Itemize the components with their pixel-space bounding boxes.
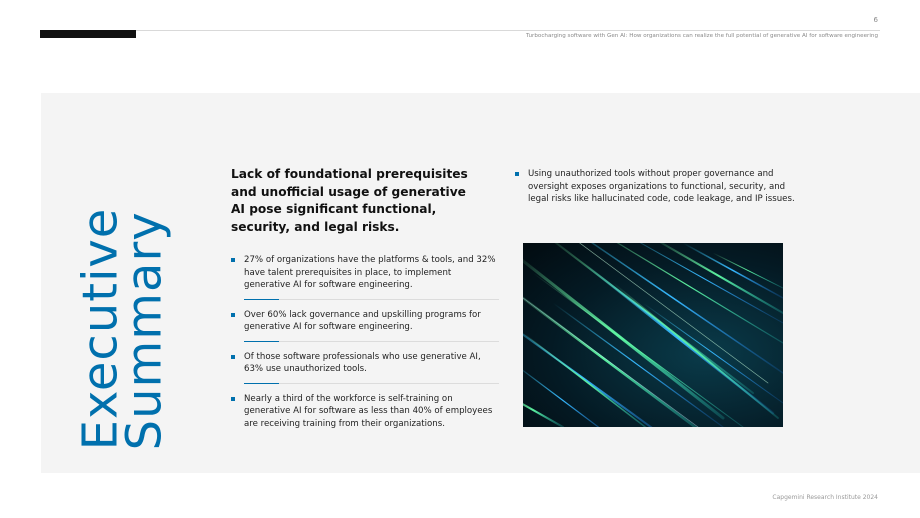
section-title-line1: Executive [72,207,129,451]
light-streaks-image [523,243,783,427]
main-heading: Lack of foundational prerequisites and unofficial usage of generative AI pose significant functional, security, and legal risks. [231,167,468,234]
bullet-item: Over 60% lack governance and upskilling programs for generative AI for software engineering. [231,309,499,334]
right-bullet-item: Using unauthorized tools without proper governance and oversight exposes organizations to functional, security, and legal risks like hallucinated code, code leakage, and IP issues. [515,168,796,206]
page-number: 6 [873,16,878,24]
bullet-item: Of those software professionals who use generative AI, 63% use unauthorized tools. [231,351,499,376]
running-title: Turbocharging software with Gen AI: How organizations can realize the full potential of generative AI for software engineering [525,33,878,39]
section-title-line2: Summary [116,211,173,451]
light-streaks-graphic [523,243,783,427]
bullet-item: Nearly a third of the workforce is self-training on generative AI for software as less than 40% of employees are receiving training from their organizations. [231,393,499,431]
header-rule [136,30,880,31]
bullet-divider [244,299,499,300]
bullet-divider [244,341,499,342]
bullet-item: 27% of organizations have the platforms & tools, and 32% have talent prerequisites in place, to implement generative AI for software engineering. [231,254,499,292]
bullet-divider [244,383,499,384]
section-title [72,204,173,454]
footer-text: Capgemini Research Institute 2024 [772,494,878,501]
header-accent-bar [40,30,136,38]
bullet-list [231,254,499,430]
